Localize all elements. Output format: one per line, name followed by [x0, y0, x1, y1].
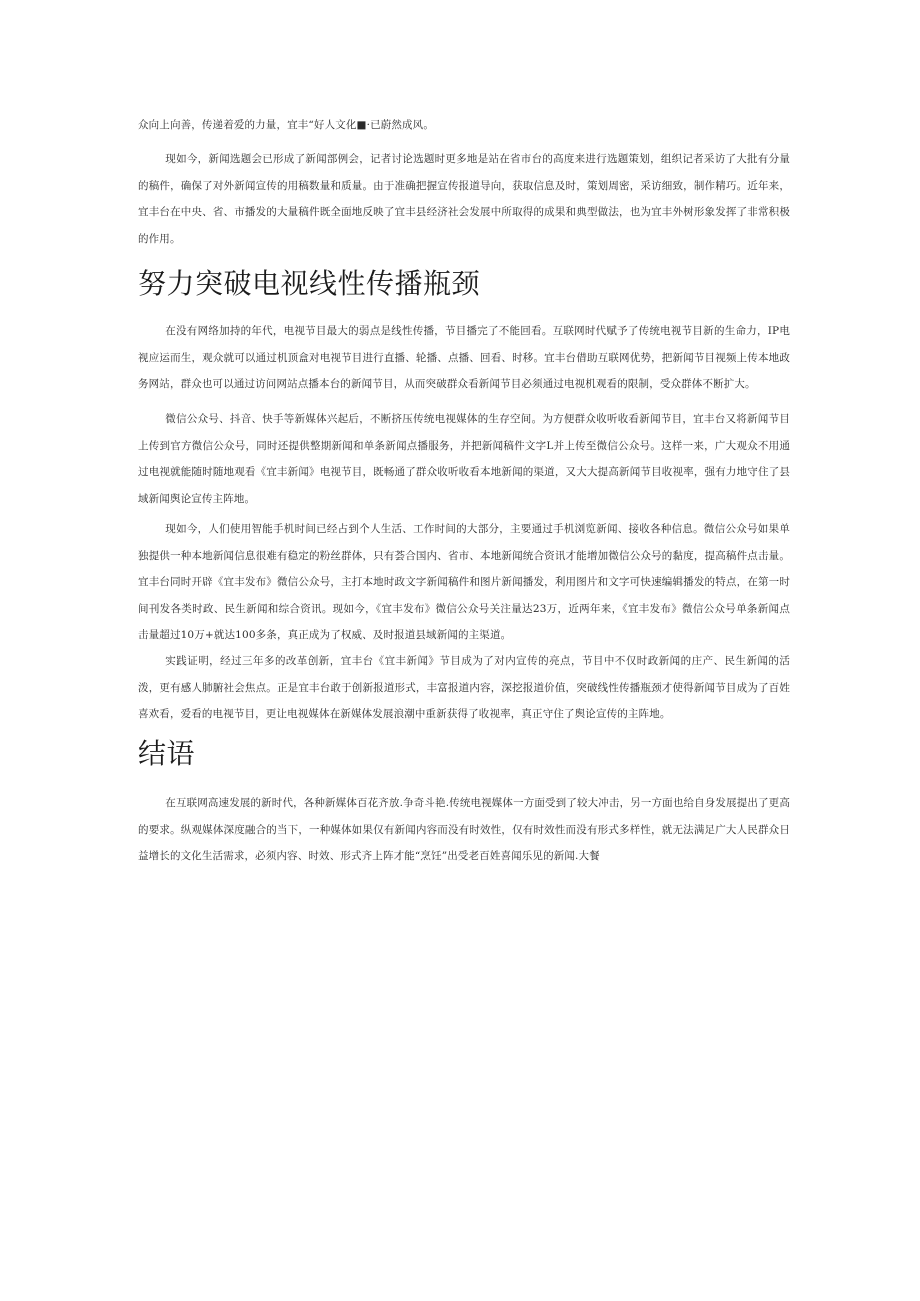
paragraph-2: 现如今，新闻选题会已形成了新闻部例会，记者讨论选题时更多地是站在省市台的高度来进行选题策划，组织记者采访了大批有分量的稿件，确保了对外新闻宣传的用稿数量和质量。由于准确把握宣传报道导向，获取信息及时，策划周密，采访细致，制作精巧。近年来，宜丰台在中央、省、市播发的大量稿件既全面地反映了宜丰县经济社会发展中所取得的成果和典型做法，也为宜丰外树形象发挥了非常积极的作用。: [138, 153, 790, 245]
paragraph-6: 实践证明，经过三年多的改革创新，宜丰台《宜丰新闻》节目成为了对内宣传的亮点，节目中不仅时政新闻的庄产、民生新闻的活泼，更有感人肺腑社会焦点。正是宜丰台敢于创新报道形式，丰富报道内容，深挖报道价值，突破线性传播瓶颈才使得新闻节目成为了百姓喜欢看，爱看的电视节目，更让电视媒体在新媒体发展浪潮中重新获得了收视率，真正守住了舆论宣传的主阵地。: [138, 655, 790, 720]
paragraph-3: 在没有网络加持的年代，电视节目最大的弱点是线性传播，节目播完了不能回看。互联网时代赋予了传统电视节目新的生命力，IP电视应运而生，观众就可以通过机顶盒对电视节目进行直播、轮播、点播、回看、时移。宜丰台借助互联网优势，把新闻节目视频上传本地政务网站，群众也可以通过访问网站点播本台的新闻节目，从而突破群众看新闻节目必须通过电视机观看的限制，受众群体不断扩大。: [138, 325, 790, 390]
paragraph-4: 微信公众号、抖音、快手等新媒体兴起后，不断挤压传统电视媒体的生存空间。为方便群众收听收看新闻节目，宜丰台又将新闻节目上传到官方微信公众号，同时还提供整期新闻和单条新闻点播服务，并把新闻稿件文字L并上传至微信公众号。这样一来，广大观众不用通过电视就能随时随地观看《宜丰新闻》电视节目，既畅通了群众收听收看本地新闻的渠道，又大大提高新闻节目收视率，强有力地守住了县域新闻舆论宣传主阵地。: [138, 413, 790, 505]
section-heading-breakthrough: 努力突破电视线性传播瓶颈: [138, 267, 481, 300]
paragraph-7: 在互联网高速发展的新时代，各种新媒体百花齐放.争奇斗艳.传统电视媒体一方面受到了较大冲击，另一方面也给自身发展提出了更高的要求。纵观媒体深度融合的当下，一种媒体如果仅有新闻内容而没有时效性，仅有时效性而没有形式多样性，就无法满足广大人民群众日益增长的文化生活需求，必须内容、时效、形式齐上阵才能“烹饪”出受老百姓喜闻乐见的新闻.大餐: [138, 797, 790, 862]
section-heading-conclusion: 结语: [138, 737, 196, 770]
paragraph-5: 现如今，人们使用智能手机时间已经占到个人生活、工作时间的大部分，主要通过手机浏览新闻、接收各种信息。微信公众号如果单独提供一种本地新闻信息很难有稳定的粉丝群体，只有荟合国内、省市、本地新闻统合资讯才能增加微信公众号的黏度，提高稿件点击量。宜丰台同时开辟《宜丰发布》微信公众号，主打本地时政文字新闻稿件和图片新闻播发，利用图片和文字可快速编辑播发的特点，在第一时间刊发各类时政、民生新闻和综合资讯。现如今，《宜丰发布》微信公众号关注量达23万，近两年来，《宜丰发布》微信公众号单条新闻点击量超过10万+就达100多条，真正成为了权威、及时报道县域新闻的主渠道。: [138, 523, 790, 641]
paragraph-1: 众向上向善，传递着爱的力量，宜丰“好人文化■·已蔚然成风。: [138, 119, 434, 131]
